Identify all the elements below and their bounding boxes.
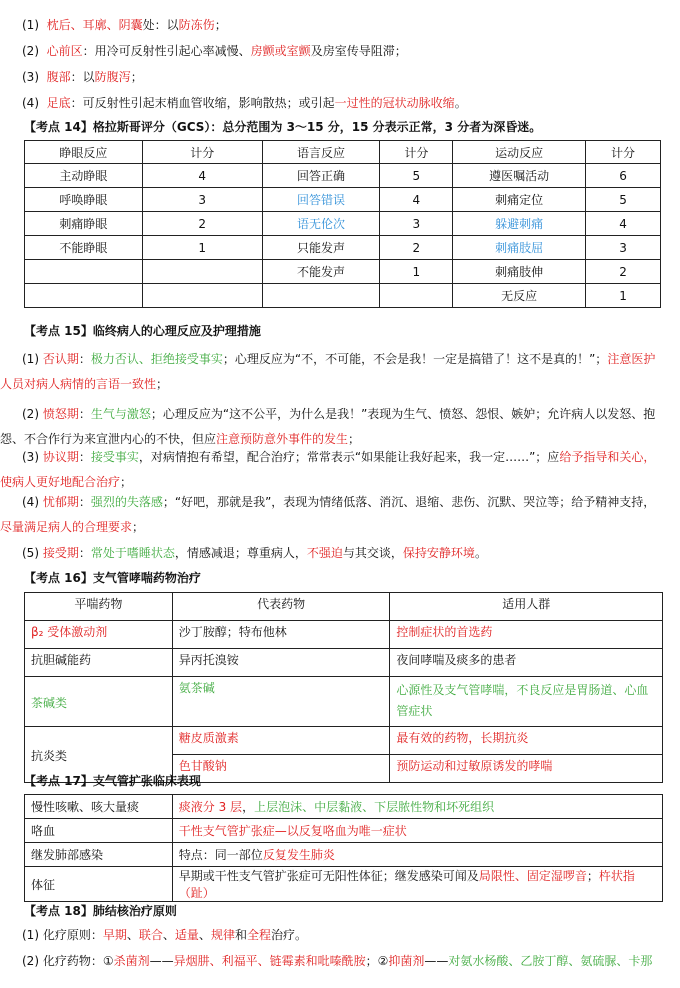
item-number: (3) [22,70,39,84]
text: ； [120,475,133,489]
dying-stage-1 [0,347,668,397]
cold-contraindication-1 [22,17,668,33]
table-row [25,795,663,819]
row-label: 咯血 [25,819,173,843]
feature: 常处于嗜睡状态 [90,546,175,560]
text: ； [586,869,599,883]
nursing: 给予指导和关心， [559,450,656,464]
table-cell: 氨茶碱 [172,677,390,727]
table-cell: 控制症状的首选药 [390,621,663,649]
body-part: 枕后、耳廓、阴囊 [46,18,143,32]
text: 和 [234,928,247,942]
text: ： [78,450,91,464]
table-row [25,867,663,902]
item-number: (1) [22,18,39,32]
table-cell: 4 [142,164,262,188]
table-cell: 刺痛肢屈 [453,236,586,260]
table-cell: 1 [586,284,661,308]
cold-contraindication-2 [22,43,668,59]
feature: 接受事实 [90,450,139,464]
item-number: (5) [22,546,39,560]
section-17-heading: 【考点 17】支气管扩张临床表现 [24,774,201,788]
text: 、 [198,928,211,942]
table-cell: 2 [586,260,661,284]
table-row [25,260,661,284]
table-cell: 无反应 [453,284,586,308]
nursing: 注意预防意外事件的发生 [216,432,349,446]
table-cell: 躲避刺痛 [453,212,586,236]
section-14-heading: 【考点 14】格拉斯哥评分（GCS）：总分范围为 3～15 分，15 分表示正常，3 分者为深昏迷。 [24,120,542,134]
table-cell: 干性支气管扩张症—以反复咯血为唯一症状 [172,819,662,843]
table-cell: 心源性及支气管哮喘，不良反应是胃肠道、心血管症状 [390,677,663,727]
table-header-row [25,593,663,621]
text: 治疗。 [270,928,307,942]
text: ，对病情抱有希望，配合治疗；常常表示“如果能让我好起来，我一定……”；应 [138,450,560,464]
text: ； [132,520,145,534]
text: 、 [162,928,175,942]
text: 特点：同一部位 [178,848,263,862]
table-cell: 回答错误 [262,188,380,212]
highlight: 局限性、固定湿啰音 [478,869,587,883]
table-cell: 抗胆碱能药 [25,649,173,677]
table-cell: 糖皮质激素 [172,727,390,755]
text: 化疗药物：① [42,954,114,968]
text: 、 [126,928,139,942]
text: 处：以 [142,18,179,32]
header-cell: 计分 [586,141,661,164]
keyword: 联合 [138,928,163,942]
table-row [25,819,663,843]
item-number: (3) [22,450,39,464]
table-cell [142,284,262,308]
drug-list: 异烟肼、利福平、链霉素和吡嗪酰胺 [173,954,366,968]
item-number: (2) [22,954,39,968]
header-cell: 运动反应 [453,141,586,164]
reason: 防冻伤 [178,18,215,32]
keyword: 适量 [174,928,199,942]
bronchiectasis-table [24,794,663,902]
section-16-heading: 【考点 16】支气管哮喘药物治疗 [24,571,201,585]
table-row [25,727,663,755]
reason: 一过性的冠状动脉收缩 [334,96,455,110]
table-row [25,188,661,212]
feature: 强烈的失落感 [90,495,163,509]
table-cell [172,843,662,867]
text: 化疗原则： [42,928,103,942]
stage-name: 否认期 [42,352,79,366]
text: ； [130,70,143,84]
section-15-heading: 【考点 15】临终病人的心理反应及护理措施 [24,324,261,338]
text: ： [78,352,91,366]
cold-contraindication-3 [22,69,668,85]
row-label: 慢性咳嗽、咳大量痰 [25,795,173,819]
table-cell: 不能睁眼 [25,236,143,260]
item-number: (2) [22,44,39,58]
table-cell [172,867,662,902]
nursing: 人员对病人病情的言语一致性 [0,377,157,391]
highlight: 反复发生肺炎 [262,848,335,862]
table-cell: 5 [380,164,453,188]
table-cell: 不能发声 [262,260,380,284]
stage-name: 愤怒期 [42,407,79,421]
table-cell: 沙丁胺醇；特布他林 [172,621,390,649]
header-cell: 平喘药物 [25,593,173,621]
keyword: 杀菌剂 [113,954,150,968]
item-number: (4) [22,495,39,509]
table-cell: 最有效的药物，长期抗炎 [390,727,663,755]
stage-name: 协议期 [42,450,79,464]
text: ：用冷可反射性引起心率减慢、 [82,44,251,58]
table-row [25,212,661,236]
table-cell: 刺痛定位 [453,188,586,212]
text: ： [78,407,91,421]
cold-contraindication-4 [22,95,668,111]
table-cell [380,284,453,308]
table-cell: 2 [380,236,453,260]
row-label: 继发肺部感染 [25,843,173,867]
text: ，情感减退；尊重病人， [174,546,307,560]
text: 及房室传导阻滞； [310,44,407,58]
keyword: 全程 [246,928,271,942]
reason: 防腹泻 [94,70,131,84]
text: ； [348,432,361,446]
body-part: 腹部 [46,70,71,84]
header-cell: 语言反应 [262,141,380,164]
table-cell: 夜间哮喘及痰多的患者 [390,649,663,677]
table-row [25,236,661,260]
gcs-table [24,140,661,308]
keyword: 早期 [102,928,127,942]
keyword: 规律 [210,928,235,942]
table-cell: 语无伦次 [262,212,380,236]
stage-name: 忧郁期 [42,495,79,509]
dying-stage-5 [22,545,668,561]
keyword: 抑菌剂 [388,954,425,968]
item-number: (2) [22,407,39,421]
table-cell: 主动睁眼 [25,164,143,188]
table-cell: 预防运动和过敏原诱发的哮喘 [390,755,663,783]
tb-principle [22,927,668,943]
nursing: 注意医护 [607,352,656,366]
section-18-heading: 【考点 18】肺结核治疗原则 [24,904,177,918]
table-cell: 4 [586,212,661,236]
nursing: 不强迫 [306,546,343,560]
table-cell: 3 [380,212,453,236]
text: ： [78,495,91,509]
text: 。 [454,96,467,110]
nursing: 尽量满足病人的合理要求 [0,520,133,534]
table-cell: 3 [142,188,262,212]
table-row [25,164,661,188]
header-cell: 计分 [142,141,262,164]
table-row [25,284,661,308]
drug-list: 对氨水杨酸、乙胺丁醇、氨硫脲、卡那 [448,954,653,968]
text: ： [78,546,91,560]
table-cell: 6 [586,164,661,188]
header-cell: 适用人群 [390,593,663,621]
text: ， [242,800,255,814]
highlight: 痰液分 3 层 [178,800,243,814]
table-cell [172,795,662,819]
row-label: 体征 [25,867,173,902]
text: —— [149,954,174,968]
table-cell: 抗炎类 [25,727,173,783]
table-cell [142,260,262,284]
table-row [25,649,663,677]
text: ；② [365,954,389,968]
feature: 生气与激怒 [90,407,151,421]
dying-stage-3 [0,445,668,495]
table-cell [25,260,143,284]
text: 。 [474,546,487,560]
reason: 房颤或室颤 [250,44,311,58]
text: 怨、不合作行为来宣泄内心的不快，但应 [0,432,217,446]
table-cell: 异丙托溴铵 [172,649,390,677]
table-cell: β₂ 受体激动剂 [25,621,173,649]
dying-stage-4 [0,490,668,540]
highlight: 上层泡沫、中层黏液、下层脓性物和坏死组织 [254,800,495,814]
text: ； [214,18,227,32]
table-cell: 茶碱类 [25,677,173,727]
table-row [25,621,663,649]
table-cell: 3 [586,236,661,260]
table-cell: 遵医嘱活动 [453,164,586,188]
text: ； [156,377,169,391]
table-cell: 5 [586,188,661,212]
text: ：可反射性引起末梢血管收缩，影响散热；或引起 [70,96,335,110]
table-row [25,677,663,727]
table-cell: 刺痛肢伸 [453,260,586,284]
table-cell: 只能发声 [262,236,380,260]
item-number: (1) [22,352,39,366]
item-number: (1) [22,928,39,942]
header-cell: 睁眼反应 [25,141,143,164]
feature: 极力否认、拒绝接受事实 [90,352,223,366]
text: ；心理反应为“这不公平，为什么是我！”表现为生气、愤怒、怨恨、嫉妒；允许病人以发怒、抱 [150,407,656,421]
table-cell: 1 [142,236,262,260]
body-part: 足底 [46,96,71,110]
table-cell [262,284,380,308]
highlight: 杵状指（趾） [178,869,635,900]
text: —— [424,954,449,968]
stage-name: 接受期 [42,546,79,560]
header-cell: 计分 [380,141,453,164]
nursing: 使病人更好地配合治疗 [0,475,121,489]
nursing: 保持安静环境 [402,546,475,560]
header-cell: 代表药物 [172,593,390,621]
table-cell: 2 [142,212,262,236]
table-cell: 色甘酸钠 [172,755,390,783]
asthma-drug-table [24,592,663,783]
table-cell: 回答正确 [262,164,380,188]
text: 与其交谈， [342,546,403,560]
table-cell: 4 [380,188,453,212]
text: ：以 [70,70,95,84]
body-part: 心前区 [46,44,83,58]
table-cell: 呼唤睁眼 [25,188,143,212]
table-cell: 刺痛睁眼 [25,212,143,236]
table-row [25,843,663,867]
text: ；心理反应为“不，不可能，不会是我！一定是搞错了！这不是真的！”； [222,352,608,366]
item-number: (4) [22,96,39,110]
text: ；“好吧，那就是我”，表现为情绪低落、消沉、退缩、悲伤、沉默、哭泣等；给予精神支持， [162,495,656,509]
text: 早期或干性支气管扩张症可无阳性体征；继发感染可闻及 [178,869,479,883]
table-cell: 1 [380,260,453,284]
table-cell [25,284,143,308]
tb-drugs [22,953,668,969]
table-header-row [25,141,661,164]
